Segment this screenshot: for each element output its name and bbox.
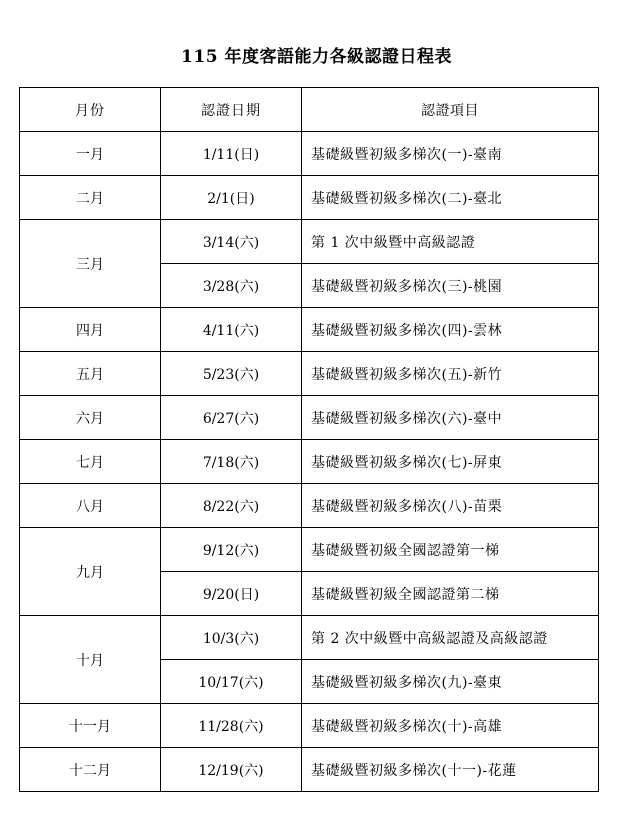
table-row	[20, 484, 599, 528]
month-cell: 二月	[20, 176, 161, 220]
schedule-body	[20, 132, 599, 792]
item-cell: 基礎級暨初級多梯次(十)-高雄	[302, 704, 599, 748]
item-cell: 基礎級暨初級全國認證第二梯	[302, 572, 599, 616]
month-cell: 四月	[20, 308, 161, 352]
header-month: 月份	[20, 88, 161, 132]
table-row	[20, 132, 599, 176]
item-cell: 第 2 次中級暨中高級認證及高級認證	[302, 616, 599, 660]
date-cell: 1/11(日)	[161, 132, 302, 176]
month-cell: 六月	[20, 396, 161, 440]
table-row	[20, 528, 599, 572]
date-cell: 9/20(日)	[161, 572, 302, 616]
item-cell: 基礎級暨初級多梯次(五)-新竹	[302, 352, 599, 396]
table-row	[20, 352, 599, 396]
date-cell: 5/23(六)	[161, 352, 302, 396]
table-row	[20, 176, 599, 220]
table-row	[20, 704, 599, 748]
item-cell: 基礎級暨初級多梯次(十一)-花蓮	[302, 748, 599, 792]
item-cell: 基礎級暨初級多梯次(一)-臺南	[302, 132, 599, 176]
date-cell: 11/28(六)	[161, 704, 302, 748]
date-cell: 4/11(六)	[161, 308, 302, 352]
item-cell: 基礎級暨初級全國認證第一梯	[302, 528, 599, 572]
table-row	[20, 396, 599, 440]
date-cell: 2/1(日)	[161, 176, 302, 220]
item-cell: 第 1 次中級暨中高級認證	[302, 220, 599, 264]
table-row	[20, 748, 599, 792]
table-row	[20, 220, 599, 264]
month-cell: 十月	[20, 616, 161, 704]
month-cell: 八月	[20, 484, 161, 528]
date-cell: 8/22(六)	[161, 484, 302, 528]
item-cell: 基礎級暨初級多梯次(八)-苗栗	[302, 484, 599, 528]
month-cell: 七月	[20, 440, 161, 484]
item-cell: 基礎級暨初級多梯次(四)-雲林	[302, 308, 599, 352]
item-cell: 基礎級暨初級多梯次(三)-桃園	[302, 264, 599, 308]
table-row	[20, 440, 599, 484]
date-cell: 10/3(六)	[161, 616, 302, 660]
date-cell: 3/28(六)	[161, 264, 302, 308]
item-cell: 基礎級暨初級多梯次(七)-屏東	[302, 440, 599, 484]
date-cell: 10/17(六)	[161, 660, 302, 704]
date-cell: 7/18(六)	[161, 440, 302, 484]
item-cell: 基礎級暨初級多梯次(九)-臺東	[302, 660, 599, 704]
month-cell: 一月	[20, 132, 161, 176]
item-cell: 基礎級暨初級多梯次(六)-臺中	[302, 396, 599, 440]
table-row	[20, 616, 599, 660]
header-row	[20, 88, 599, 132]
month-cell: 九月	[20, 528, 161, 616]
date-cell: 12/19(六)	[161, 748, 302, 792]
date-cell: 6/27(六)	[161, 396, 302, 440]
page-title: 115 年度客語能力各級認證日程表	[181, 47, 452, 67]
month-cell: 三月	[20, 220, 161, 308]
month-cell: 十一月	[20, 704, 161, 748]
month-cell: 五月	[20, 352, 161, 396]
item-cell: 基礎級暨初級多梯次(二)-臺北	[302, 176, 599, 220]
date-cell: 9/12(六)	[161, 528, 302, 572]
table-row	[20, 308, 599, 352]
month-cell: 十二月	[20, 748, 161, 792]
header-date: 認證日期	[161, 88, 302, 132]
schedule-table	[19, 87, 599, 792]
header-item: 認證項目	[302, 88, 599, 132]
date-cell: 3/14(六)	[161, 220, 302, 264]
